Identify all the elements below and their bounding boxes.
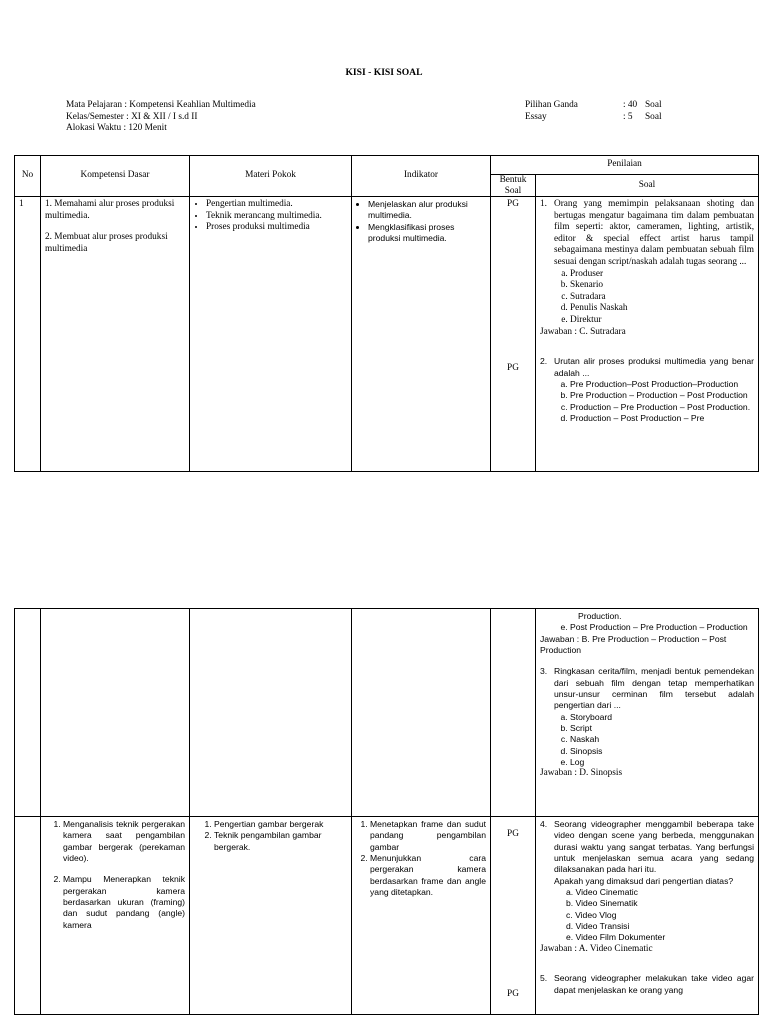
q1-option: d. Penulis Naskah [570, 303, 754, 315]
q1-number: 1. [540, 199, 547, 209]
q2-text: Urutan alir proses produksi multimedia yang benar adalah ... [554, 356, 755, 378]
q1-text: Orang yang memimpin pelaksanaan shoting dan bertugas mengatur bagaimana tim dalam pembuatan film seperti: aktor, cameramen, lighting, artistik, editor & special effect artist harus tampil sebagaimana mestinya dalam pembuatan sebuah film sesuai dengan script/naskah adalah tugas seorang ... [554, 199, 755, 268]
row2-bentuk [491, 817, 536, 1015]
col-header-materi: Materi Pokok [190, 156, 352, 197]
bentuk-q1: PG [507, 199, 519, 209]
q4-number: 4. [540, 819, 548, 829]
row1b-indikator [352, 609, 491, 817]
row2-materi-item: 1. Pengertian gambar bergerak [214, 819, 347, 830]
row2-no [15, 817, 41, 1015]
essay-value: : 5 [623, 111, 633, 122]
col-header-indikator: Indikator [352, 156, 491, 197]
q2-options-cont [540, 622, 754, 633]
row2-indikator [352, 817, 491, 1015]
q2-option: e. Post Production – Pre Production – Production [570, 622, 754, 633]
row1-materi-item: • Teknik merancang multimedia. [206, 211, 347, 223]
bentuk-q5: PG [507, 988, 519, 999]
q1-option: a. Produser [570, 269, 754, 281]
alokasi-value: 120 Menit [128, 123, 167, 133]
row2-indikator-item: 2. Menunjukkan cara pergerakan kamera berdasarkan frame dan angle yang ditetapkan. [370, 853, 486, 898]
row2-kd-item: 2. Mampu Menerapkan teknik pergerakan kamera berdasarkan ukuran (framing) dan sudut pandang (angle) kamera [63, 874, 185, 931]
pg-unit: Soal [645, 100, 662, 110]
question-4 [540, 819, 754, 876]
q3-option: a. Storyboard [570, 712, 754, 723]
q4-text: Seorang videographer menggambil beberapa take video dengan scene yang berbeda, menggunakan durasi waktu yang sangat terbatas. Yang berfungsi untuk menjelaskan semua acara yang sedang dilaksanakan pada hari itu. [554, 819, 754, 875]
q3-answer: Jawaban : D. Sinopsis [540, 768, 623, 779]
row1-indikator-item: • Menjelaskan alur produksi multimedia. [368, 199, 486, 222]
q2-options [540, 379, 754, 424]
col-header-bentuk: Bentuk Soal [491, 175, 536, 197]
row1-materi [190, 197, 352, 472]
q1-options [540, 269, 754, 327]
mapel-label: Mata Pelajaran [66, 100, 123, 110]
bentuk-q2: PG [507, 362, 519, 373]
row1-no: 1 [15, 197, 41, 472]
kisi-table-page-2 [14, 608, 759, 1015]
row1-bentuk [491, 197, 536, 472]
row2-soal [536, 817, 759, 1015]
q2-option: c. Production – Pre Production – Post Production. [570, 402, 754, 413]
row1b-soal [536, 609, 759, 817]
q3-option: c. Naskah [570, 734, 754, 745]
row2-materi [190, 817, 352, 1015]
alokasi-label: Alokasi Waktu [66, 123, 122, 133]
row1-kd-1: 1. Memahami alur proses produksi multimedia. [45, 199, 175, 221]
q3-number: 3. [540, 666, 548, 677]
q4-answer: Jawaban : A. Video Cinematic [540, 943, 653, 954]
q1-option: b. Skenario [570, 280, 754, 292]
row1-kd-2: 2. Membuat alur proses produksi multimedia [45, 232, 168, 254]
essay-unit: Soal [645, 111, 662, 122]
q4-options [540, 887, 754, 944]
row2-kd-item: 1. Menganalisis teknik pergerakan kamera saat pengambilan gambar bergerak (perekaman video). [63, 819, 185, 864]
bentuk-q4: PG [507, 829, 519, 839]
pg-value: : 40 [623, 100, 638, 110]
row2-indikator-item: 1. Menetapkan frame dan sudut pandang pengambilan gambar [370, 819, 486, 853]
q1-option: c. Sutradara [570, 292, 754, 304]
col-header-no: No [15, 156, 41, 197]
row1-indikator-item: • Mengklasifikasi proses produksi multimedia. [368, 222, 486, 245]
row1-materi-item: • Proses produksi multimedia [206, 222, 347, 234]
q3-option: e. Log [570, 757, 754, 768]
q3-options [540, 712, 754, 769]
q2-number: 2. [540, 356, 548, 367]
question-5 [540, 973, 754, 996]
row1-soal [536, 197, 759, 472]
kisi-table-page-1 [14, 155, 759, 472]
row2-kompetensi [41, 817, 190, 1015]
pg-label: Pilihan Ganda [525, 100, 578, 110]
q4-question: Apakah yang dimaksud dari pengertian diatas? [554, 875, 734, 886]
q4-option: e. Video Film Dokumenter [566, 932, 666, 943]
col-header-soal: Soal [536, 175, 759, 197]
q3-text: Ringkasan cerita/film, menjadi bentuk pemendekan dari sebuah film dengan tetap memperhatikan unsur-unsur cerminan film tersebut adalah pengertian dari ... [554, 666, 754, 711]
q4-option: d. Video Transisi [566, 921, 630, 932]
row1-kompetensi [41, 197, 190, 472]
q4-option: a. Video Cinematic [566, 887, 638, 898]
q5-text: Seorang videographer melakukan take video agar dapat menjelaskan ke orang yang [554, 973, 754, 995]
q2-option: d. Production – Post Production – Pre [570, 413, 754, 424]
row2-materi-item: 2. Teknik pengambilan gambar bergerak. [214, 830, 347, 853]
col-header-penilaian: Penilaian [491, 156, 759, 175]
header-left: Mata Pelajaran : Kompetensi Keahlian Multimedia Kelas/Semester : XI & XII / I s.d II Alokasi Waktu : 120 Menit [66, 100, 256, 133]
kelas-value: XI & XII / I s.d II [131, 111, 198, 122]
q2-option: b. Pre Production – Production – Post Production [570, 390, 754, 401]
question-2 [540, 356, 754, 379]
row1b-bentuk [491, 609, 536, 817]
essay-label: Essay [525, 111, 547, 122]
question-3 [540, 666, 754, 711]
q4-option: b. Video Sinematik [566, 898, 638, 909]
mapel-value: Kompetensi Keahlian Multimedia [129, 100, 256, 110]
q2-option-d-cont: Production. [578, 611, 622, 621]
q3-option: d. Sinopsis [570, 746, 754, 757]
col-header-kompetensi: Kompetensi Dasar [41, 156, 190, 197]
row1-indikator [352, 197, 491, 472]
q4-option: c. Video Vlog [566, 909, 617, 920]
row1b-kompetensi [41, 609, 190, 817]
row1-materi-item: • Pengertian multimedia. [206, 199, 347, 211]
q2-answer: Jawaban : B. Pre Production – Production – Post Production [540, 633, 727, 656]
row1b-materi [190, 609, 352, 817]
q2-option: a. Pre Production–Post Production–Production [570, 379, 754, 390]
q1-option: e. Direktur [570, 315, 754, 327]
document-title: KISI - KISI SOAL [345, 67, 423, 78]
q3-option: b. Script [570, 723, 754, 734]
header-right [525, 100, 662, 123]
q1-answer: Jawaban : C. Sutradara [540, 326, 626, 337]
q5-number: 5. [540, 973, 548, 984]
row1b-no [15, 609, 41, 817]
kelas-label: Kelas/Semester [66, 111, 124, 122]
question-1 [540, 199, 754, 269]
